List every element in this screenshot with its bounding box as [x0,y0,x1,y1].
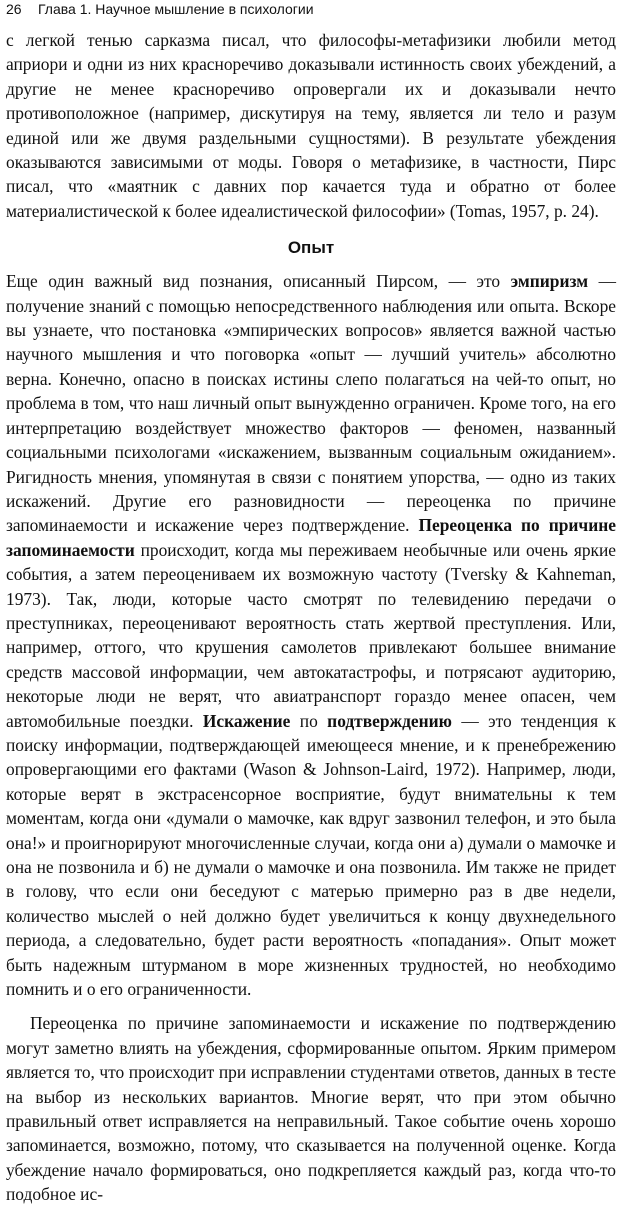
term-availability-heuristic: Переоценка по причине запоминаемости [6,515,616,560]
page-number: 26 [6,1,22,17]
paragraph-text: — это тенденция к поиску информации, подтверждающей имеющееся мнение, и к пренебрежению опровергающими его фактами (Wason & Johnson-Laird, 1972). Например, люди, которые верят в экстрасенсорное восприятие, будут внимательны к тем моментам, когда они «думали о мамочке, как вдруг зазвонил телефон, и это была она!» и проигнорируют многочисленные случаи, когда они а) думали о мамочке и она не позвонила и б) не думали о мамочке и она позвонила. Им также не придет в голову, что если они беседуют с матерью примерно раз в две недели, количество мыслей о ней должно будет увеличиться к концу двухнедельного периода, а следовательно, будет расти вероятность «попадания». Опыт может быть надежным штурманом в море жизненных трудностей, но необходимо помнить и о его ограниченности. [6,710,616,1000]
paragraph-text: Еще один важный вид познания, описанный Пирсом, — это [6,271,511,292]
paragraph-empiricism [6,269,616,1001]
paragraph-text: происходит, когда мы переживаем необычные или очень яркие события, а затем переоцениваем их возможную частоту (Tversky & Kahneman, 1973). Так, люди, которые часто смотрят по телевидению передачи о преступниках, переоценивают вероятность стать жертвой преступления. Или, например, оттого, что крушения самолетов привлекают большее внимание средств массовой информации, чем автокатастрофы, и потрясают аудиторию, некоторые люди не верят, что авиатранспорт гораздо менее опасен, чем автомобильные поездки. [6,539,616,731]
section-heading-experience: Опыт [287,238,335,258]
paragraph-text: — получение знаний с помощью непосредственного наблюдения или опыта. Вскоре вы узнаете, что постановка «эмпирических вопросов» является важной частью научного мышления и что поговорка «опыт — лучший учитель» абсолютно верна. Конечно, опасно в поисках истины слепо полагаться на чей-то опыт, но проблема в том, что наш личный опыт вынужденно ограничен. Кроме того, на его интерпретацию воздействует множество факторов — феномен, названный социальными психологами «искажением, вызванным социальным ожиданием». Ригидность мнения, упомянутая в связи с понятием упорства, — одно из таких искажений. Другие его разновидности — переоценка по причине запоминаемости и искажение через подтверждение. [6,271,616,536]
paragraph-test-answers: Переоценка по причине запоминаемости и искажение по подтверждению могут заметно влиять на убеждения, сформированные опытом. Ярким примером является то, что происходит при исправлении студентами ответов, данных в тесте на выбор из нескольких вариантов. Многие верят, что при этом обычно правильный ответ исправляется на неправильный. Такое событие очень хорошо запоминается, возможно, потому, что сказывается на полученной оценке. Когда убеждение начало формироваться, оно подкрепляется каждый раз, когда что-то подобное ис- [6,1013,616,1205]
paragraph-metaphysics: с легкой тенью сарказма писал, что философы-метафизики любили метод априори и одни из них красноречиво доказывали истинность своих убеждений, а другие не менее красноречиво опровергали их и доказывали нечто противоположное (например, дискутируя на тему, является ли тело и разум единой или же двумя раздельными сущностями). В результате убеждения оказываются зависимыми от моды. Говоря о метафизике, в частности, Пирс писал, что «маятник с давних пор качается туда и обратно от более материалистической к более идеалистической философии» (Tomas, 1957, p. 24). [6,30,616,221]
chapter-title: Глава 1. Научное мышление в психологии [38,1,314,17]
running-head [6,0,606,18]
body-text [6,28,616,1207]
paragraph-gap [6,1001,616,1011]
term-bias: Искажение [202,710,291,731]
term-confirmation: подтверждению [327,710,452,731]
term-empiricism: эмпиризм [510,271,589,292]
paragraph-text: по [290,710,328,731]
